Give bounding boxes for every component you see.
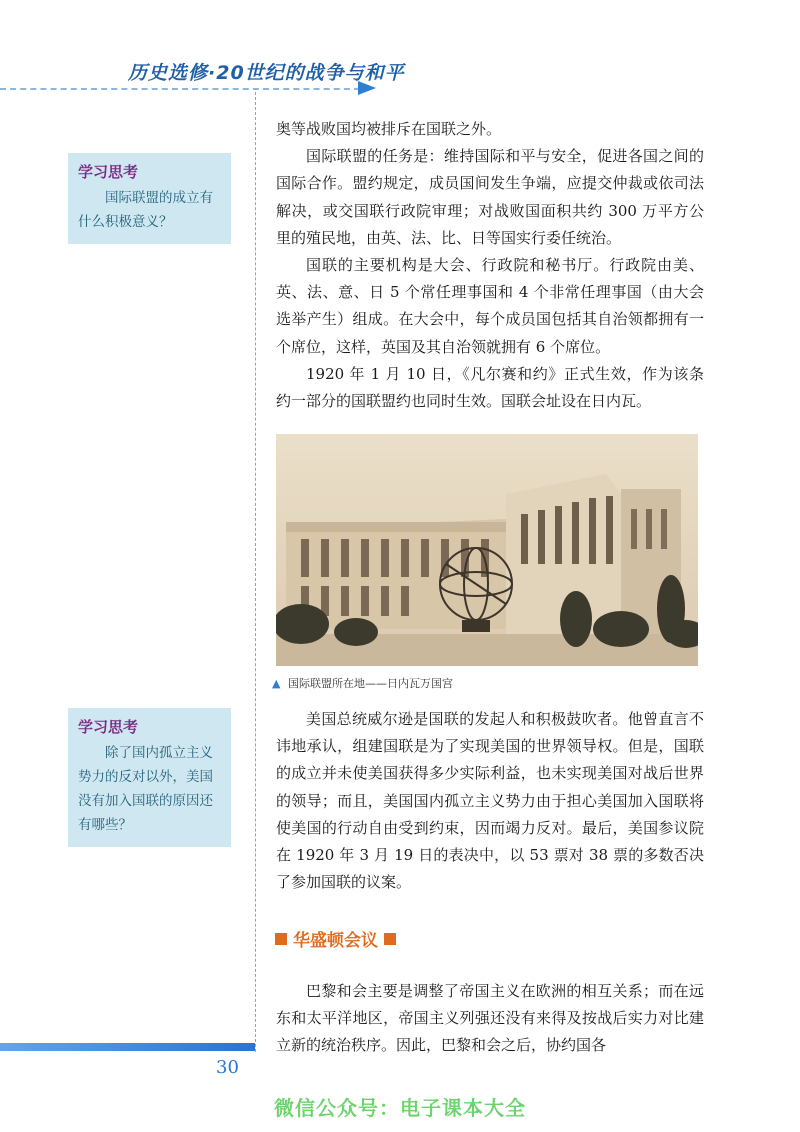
study-box-title: 学习思考 — [78, 163, 139, 181]
paragraph: 国联的主要机构是大会、行政院和秘书厅。行政院由美、英、法、意、日 5 个常任理事国和 4 个非常任理事国（由大会选举产生）组成。在大会中，每个成员国包括其自治领都拥有一个席位，这样，英国及其自治领就拥有 6 个席位。 — [276, 256, 704, 356]
main-text-middle — [276, 706, 704, 896]
section-heading-text: 华盛顿会议 — [293, 931, 378, 951]
paragraph: 奥等战败国均被排斥在国联之外。 — [276, 120, 502, 138]
photo-caption — [272, 675, 453, 691]
watermark: 微信公众号：电子课本大全 — [274, 1096, 526, 1120]
book-header-title: 历史选修·20世纪的战争与和平 — [128, 62, 405, 84]
paragraph: 美国总统威尔逊是国联的发起人和积极鼓吹者。他曾直言不讳地承认，组建国联是为了实现美国的世界领导权。但是，国联的成立并未使美国获得多少实际利益，也未实现美国对战后世界的领导；而且，美国国内孤立主义势力由于担心美国加入国联将使美国的行动自由受到约束，因而竭力反对。最后，美国参议院在 1920 年 3 月 19 日的表决中，以 53 票对 38 票的多数否决了参加国联的议案。 — [276, 710, 704, 892]
footer-bar — [0, 1043, 255, 1051]
study-box-question: 除了国内孤立主义势力的反对以外，美国没有加入国联的原因还有哪些？ — [78, 745, 213, 833]
header-divider — [0, 88, 360, 90]
paragraph: 1920 年 1 月 10 日，《凡尔赛和约》正式生效，作为该条约一部分的国联盟约也同时生效。国联会址设在日内瓦。 — [276, 364, 704, 411]
section-heading — [275, 926, 402, 951]
paragraph: 巴黎和会主要是调整了帝国主义在欧洲的相互关系；而在远东和太平洋地区，帝国主义列强还没有来得及按战后实力对比建立新的统治秩序。因此，巴黎和会之后，协约国各 — [276, 982, 704, 1055]
palais-des-nations-photo — [276, 434, 698, 666]
photo-caption-text: 国际联盟所在地——日内瓦万国宫 — [287, 677, 453, 690]
triangle-icon: ▲ — [272, 677, 281, 690]
study-box-question: 国际联盟的成立有什么积极意义？ — [78, 190, 213, 230]
study-box-1 — [68, 153, 231, 244]
main-text-bottom — [276, 978, 704, 1060]
square-bullet-icon — [275, 933, 287, 945]
margin-divider — [255, 92, 256, 1052]
paragraph: 国际联盟的任务是：维持国际和平与安全，促进各国之间的国际合作。盟约规定，成员国间发生争端，应提交仲裁或依司法解决，或交国联行政院审理；对战败国面积共约 300 万平方公里的殖民地，由英、法、比、日等国实行委任统治。 — [276, 147, 704, 247]
header-arrow-icon — [358, 81, 376, 95]
main-text-top — [276, 116, 704, 415]
square-bullet-icon — [384, 933, 396, 945]
page-number: 30 — [216, 1057, 239, 1078]
study-box-title: 学习思考 — [78, 718, 139, 736]
study-box-2 — [68, 708, 231, 847]
